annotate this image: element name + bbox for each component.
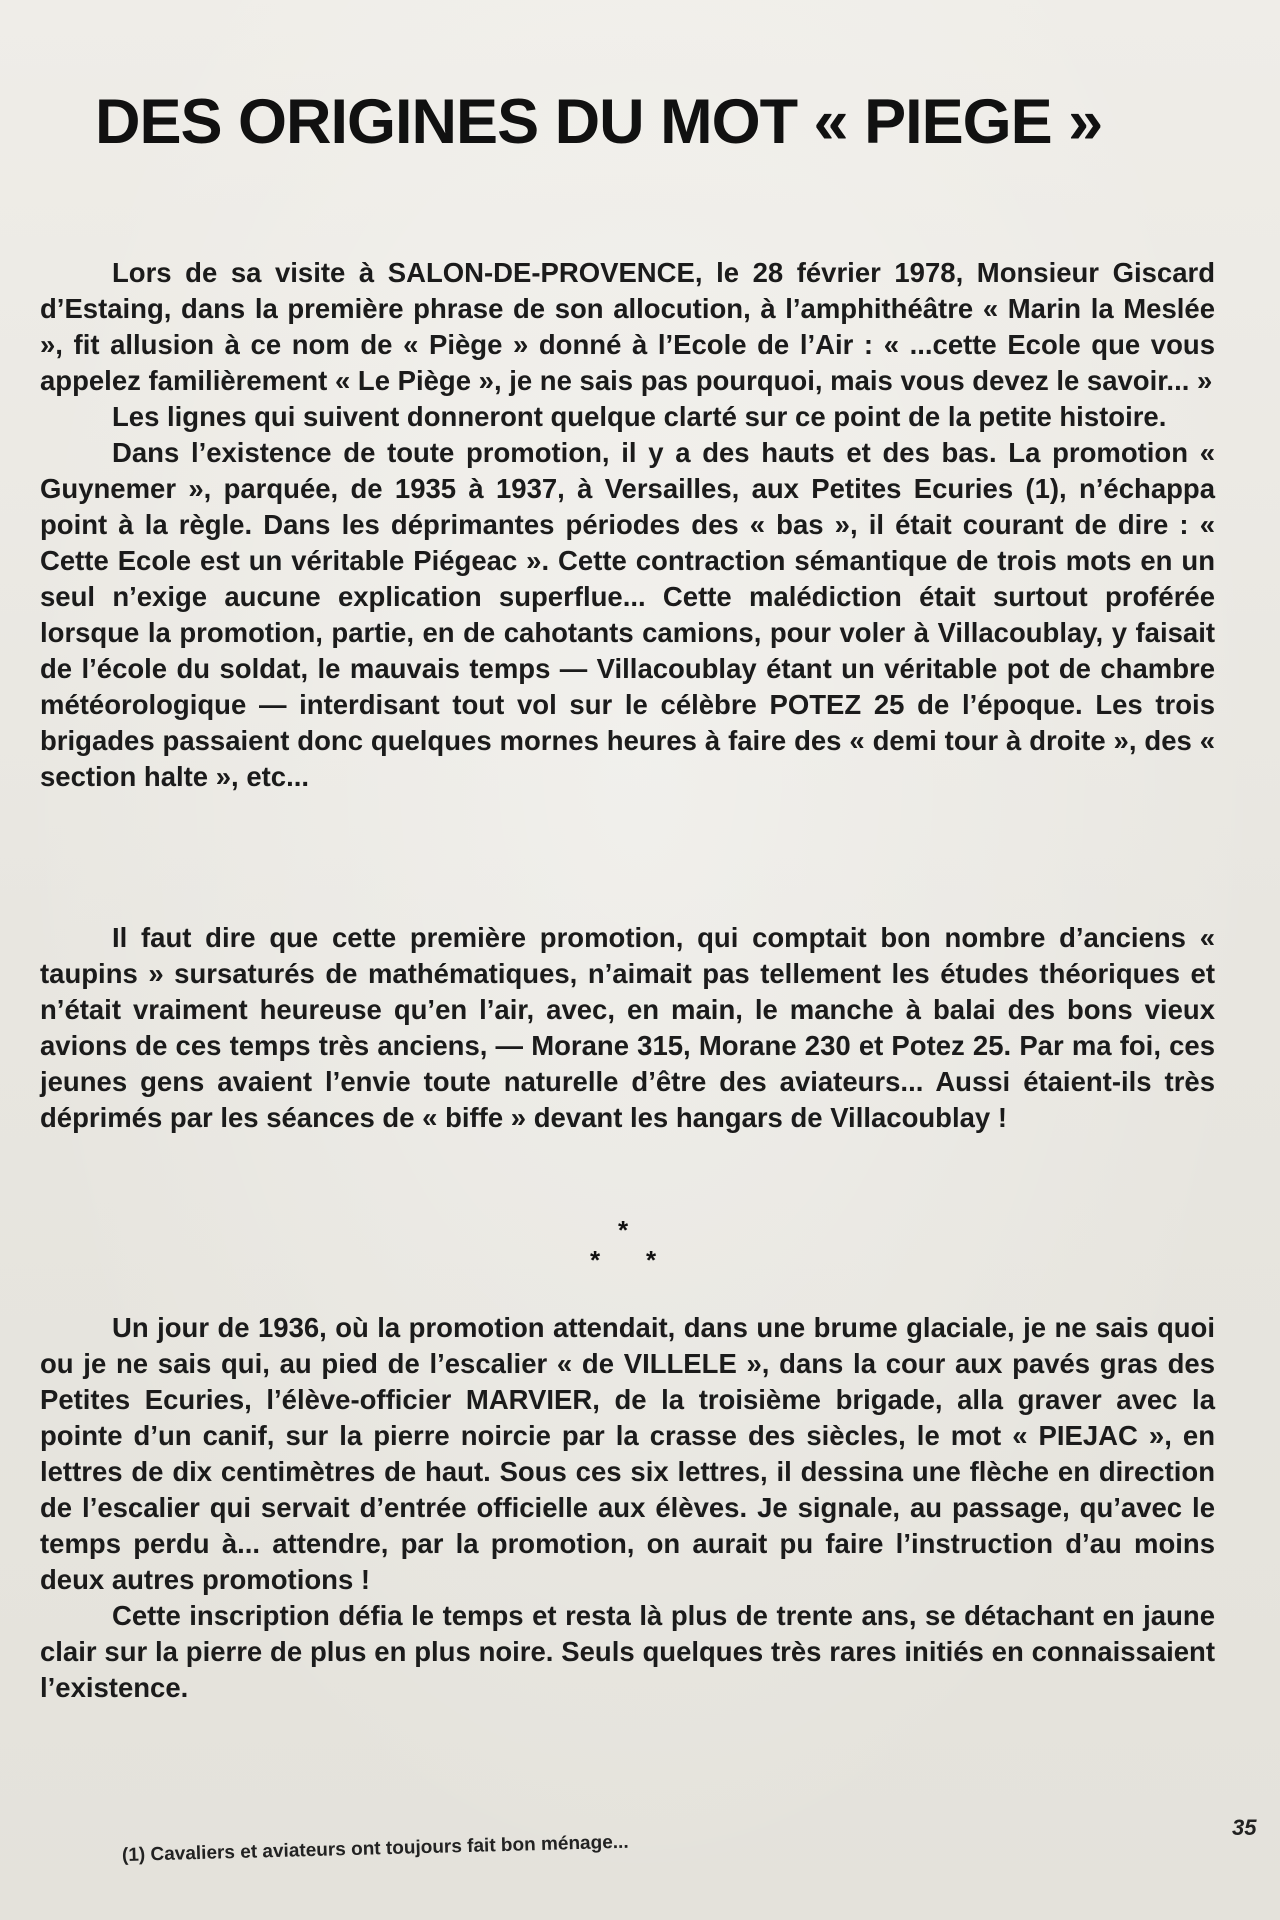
separator-star: * [590, 1245, 601, 1275]
footnote: (1) Cavaliers et aviateurs ont toujours fait bon ménage... [121, 1831, 629, 1866]
separator-star: * [646, 1245, 657, 1275]
separator-star: * [618, 1215, 629, 1245]
body-section-piejac [40, 1310, 1215, 1706]
paragraph-clarity: Les lignes qui suivent donneront quelque clarté sur ce point de la petite histoire. [112, 401, 1167, 432]
paragraph-piejac-engraving: Un jour de 1936, où la promotion attendait, dans une brume glaciale, je ne sais quoi ou je ne sais qui, au pied de l’escalier « de VILLELE », dans la cour aux pavés gras des Petites Ecuries, l’élève-officier MARVIER, de la troisième brigade, alla graver avec la pointe d’un canif, sur la pierre noircie par la crasse des siècles, le mot « PIEJAC », en lettres de dix centimètres de haut. Sous ces six lettres, il dessina une flèche en direction de l’escalier qui servait d’entrée officielle aux élèves. Je signale, au passage, qu’avec le temps perdu à... attendre, par la promotion, on aurait pu faire l’instruction d’au moins deux autres promotions ! [40, 1312, 1215, 1595]
section-separator-asterism [590, 1215, 670, 1275]
paragraph-first-promotion: Il faut dire que cette première promotion, qui comptait bon nombre d’anciens « taupins » sursaturés de mathématiques, n’aimait pas tellement les études théoriques et n’était vraiment heureuse qu’en l’air, avec, en main, le manche à balai des bons vieux avions de ces temps très anciens, — Morane 315, Morane 230 et Potez 25. Par ma foi, ces jeunes gens avaient l’envie toute naturelle d’être des aviateurs... Aussi étaient-ils très déprimés par les séances de « biffe » devant les hangars de Villacoublay ! [40, 922, 1215, 1133]
paragraph-inscription-endures: Cette inscription défia le temps et resta là plus de trente ans, se détachant en jaune clair sur la pierre de plus en plus noire. Seuls quelques très rares initiés en connaissaient l’existence. [40, 1600, 1215, 1703]
page-title: DES ORIGINES DU MOT « PIEGE » [95, 87, 1103, 157]
paragraph-giscard-visit: Lors de sa visite à SALON-DE-PROVENCE, le 28 février 1978, Monsieur Giscard d’Estaing, dans la première phrase de son allocution, à l’amphithéâtre « Marin la Meslée », fit allusion à ce nom de « Piège » donné à l’Ecole de l’Air : « ...cette Ecole que vous appelez familièrement « Le Piège », je ne sais pas pourquoi, mais vous devez le savoir... » [40, 257, 1215, 396]
page-number: 35 [1232, 1815, 1257, 1840]
paragraph-guynemer-promotion: Dans l’existence de toute promotion, il y a des hauts et des bas. La promotion « Guynemer », parquée, de 1935 à 1937, à Versailles, aux Petites Ecuries (1), n’échappa point à la règle. Dans les déprimantes périodes des « bas », il était courant de dire : « Cette Ecole est un véritable Piégeac ». Cette contraction sémantique de trois mots en un seul n’exige aucune explication superflue... Cette malédiction était surtout proférée lorsque la promotion, partie, en de cahotants camions, pour voler à Villacoublay, y faisait de l’école du soldat, le mauvais temps — Villacoublay étant un véritable pot de chambre météorologique — interdisant tout vol sur le célèbre POTEZ 25 de l’époque. Les trois brigades passaient donc quelques mornes heures à faire des « demi tour à droite », des « section halte », etc... [40, 437, 1215, 792]
body-section-intro [40, 255, 1215, 795]
body-section-middle [40, 920, 1215, 1136]
